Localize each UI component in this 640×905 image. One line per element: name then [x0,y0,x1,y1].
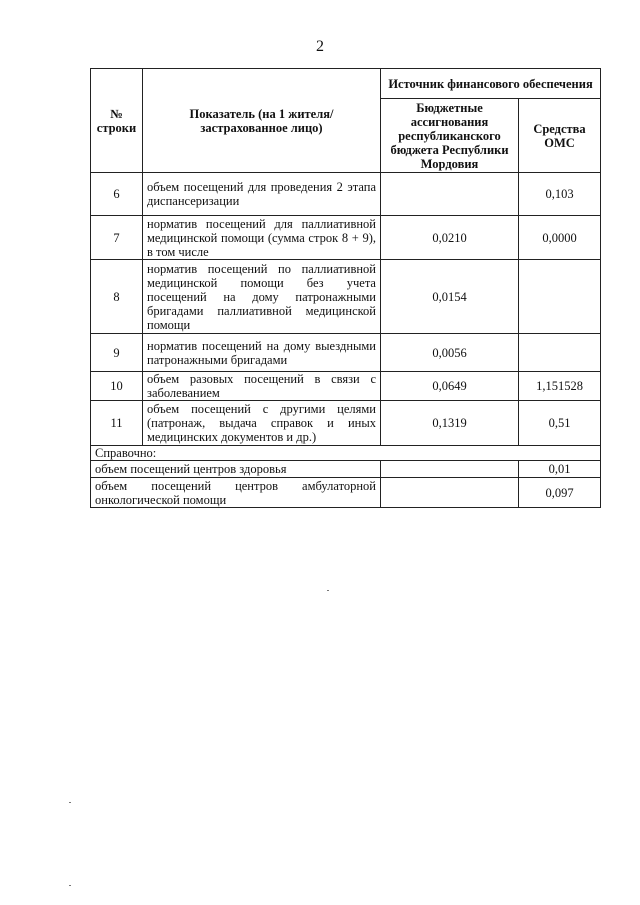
reference-title: Справочно: [91,446,601,461]
reference-row [91,478,601,508]
row-oms-value [519,334,601,372]
reference-budget-value [381,478,519,508]
reference-indicator: объем посещений центров амбулаторной онкологической помощи [91,478,381,508]
header-funding-source: Источник финансового обеспечения [381,69,601,99]
row-oms-value: 0,103 [519,173,601,216]
row-indicator: норматив посещений для паллиативной медицинской помощи (сумма строк 8 + 9), в том числе [143,216,381,260]
header-row-number: № строки [91,69,143,173]
header-indicator: Показатель (на 1 жителя/застрахованное лицо) [143,69,381,173]
row-number: 6 [91,173,143,216]
table-row [91,401,601,446]
reference-indicator: объем посещений центров здоровья [91,461,381,478]
table-row [91,173,601,216]
row-oms-value: 0,0000 [519,216,601,260]
row-number: 10 [91,372,143,401]
table-row [91,216,601,260]
row-number: 7 [91,216,143,260]
row-budget-value: 0,0649 [381,372,519,401]
reference-oms-value: 0,01 [519,461,601,478]
page-number: 2 [316,38,324,55]
row-indicator: объем разовых посещений в связи с заболеванием [143,372,381,401]
row-indicator: объем посещений для проведения 2 этапа диспансеризации [143,173,381,216]
row-number: 11 [91,401,143,446]
table-row [91,334,601,372]
table-row [91,372,601,401]
row-budget-value: 0,1319 [381,401,519,446]
row-oms-value: 0,51 [519,401,601,446]
scan-speck [327,590,329,591]
header-oms: Средства ОМС [519,99,601,173]
row-oms-value: 1,151528 [519,372,601,401]
scan-speck [69,885,71,886]
row-indicator: норматив посещений по паллиативной медицинской помощи без учета посещений на дому патронажными бригадами паллиативной медицинской помощи [143,260,381,334]
reference-row [91,461,601,478]
row-budget-value: 0,0210 [381,216,519,260]
row-indicator: норматив посещений на дому выездными патронажными бригадами [143,334,381,372]
financing-table [90,68,601,508]
row-budget-value [381,173,519,216]
row-budget-value: 0,0154 [381,260,519,334]
row-indicator: объем посещений с другими целями (патронаж, выдача справок и иных медицинских документов и др.) [143,401,381,446]
header-budget: Бюджетные ассигнования республиканского бюджета Республики Мордовия [381,99,519,173]
reference-oms-value: 0,097 [519,478,601,508]
reference-budget-value [381,461,519,478]
row-number: 8 [91,260,143,334]
table-row [91,260,601,334]
row-budget-value: 0,0056 [381,334,519,372]
row-oms-value [519,260,601,334]
row-number: 9 [91,334,143,372]
scan-speck [69,802,71,803]
